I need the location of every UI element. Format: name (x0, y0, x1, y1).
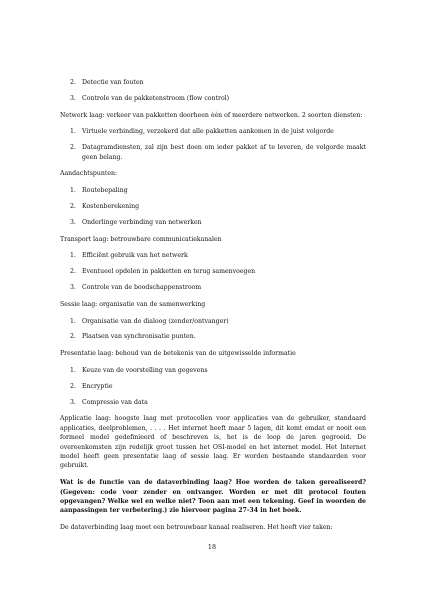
list-item (60, 366, 366, 375)
aandachtspunten-paragraph: Aandachtspunten: (60, 170, 118, 178)
list-item-number: 3. (70, 218, 76, 226)
list-item (60, 186, 366, 195)
list-item (60, 78, 366, 87)
list-item (60, 382, 366, 391)
list-netwerk (60, 127, 366, 162)
list-item-number: 3. (70, 94, 76, 102)
list-item-number: 2. (70, 268, 76, 276)
list-item (60, 283, 366, 292)
list-item-text: Efficiënt gebruik van het netwerk (82, 252, 188, 260)
list-item-number: 2. (70, 202, 76, 210)
list-item (60, 267, 366, 276)
presentatie-laag-paragraph: Presentatie laag: behoud van de betekenis van de uitgewisselde informatie (60, 350, 296, 358)
list-item (60, 251, 366, 260)
list-item (60, 202, 366, 211)
list-item-number: 2. (70, 333, 76, 341)
list-item (60, 94, 366, 103)
page-number: 18 (207, 543, 217, 551)
list-item-number: 1. (70, 187, 76, 195)
list-item-text: Eventueel opdelen in pakketten en terug samenvoegen (82, 268, 256, 276)
list-item-text: Virtuele verbinding, verzekerd dat alle pakketten aankomen in de juist volgorde (82, 128, 334, 136)
list-item-text: Kostenberekening (82, 202, 140, 210)
list-item-text: Organisatie van de dialoog (zender/ontvanger) (82, 317, 229, 325)
sessie-laag-paragraph: Sessie laag: organisatie van de samenwerking (60, 300, 206, 308)
list-item (60, 127, 366, 136)
list-item-number: 2. (70, 382, 76, 390)
list-item-number: 1. (70, 366, 76, 374)
list-item-text: Controle van de pakketenstroom (flow control) (82, 94, 230, 102)
list-top (60, 78, 366, 103)
list-item-number: 3. (70, 398, 76, 406)
list-item (60, 218, 366, 227)
list-item-number: 3. (70, 283, 76, 291)
applicatie-laag-paragraph: Applicatie laag: hoogste laag met protocollen voor applicaties van de gebruiker, standaard applicaties, deelproblemen, . . . . Het internet heeft maar 5 lagen, dit komt omdat er nooit een formeel model gedefinieerd of beschreven is, het is de loop de jaren gegroeid. De overeenkomsten zijn redelijk groot tussen het OSI-model en het internet model. Het Internet model heeft geen presentatie laag of sessie laag. Er worden bestaande standaarden voor gebruikt. (60, 415, 366, 470)
document-body (60, 78, 366, 540)
list-item-text: Keuze van de voorstelling van gegevens (82, 366, 208, 374)
list-transport (60, 251, 366, 292)
list-item (60, 332, 366, 341)
transport-laag-paragraph: Transport laag: betrouwbare communicatiekanalen (60, 235, 222, 243)
list-item-text: Datagramdiensten, zal zijn best doen om ieder pakket af te leveren, de volgorde maakt geen belang. (82, 144, 366, 161)
list-presentatie (60, 366, 366, 407)
list-item-number: 1. (70, 252, 76, 260)
list-item-text: Onderlinge verbinding van netwerken (82, 218, 202, 226)
list-item-number: 2. (70, 144, 76, 152)
list-item (60, 398, 366, 407)
list-item (60, 143, 366, 162)
list-item-number: 1. (70, 128, 76, 136)
list-item-text: Detectie van fouten (82, 79, 144, 86)
list-item-number: 1. (70, 317, 76, 325)
list-item-text: Compressie van data (82, 398, 148, 406)
list-item-text: Controle van de boodschappenstroom (82, 283, 202, 291)
dataverbinding-intro-paragraph: De dataverbinding laag moet een betrouwbaar kanaal realiseren. Het heeft vier taken: (60, 524, 333, 532)
list-aandacht (60, 186, 366, 227)
list-item-text: Encryptie (82, 382, 113, 390)
list-sessie (60, 317, 366, 342)
vraag-datalink-paragraph: Wat is de functie van de dataverbinding laag? Hoe worden de taken gerealiseerd? (Gegeven: code voor zender en ontvanger. Worden er met dit protocol fouten opgevangen? Welke wel en welke niet? Toon aan met een tekening. Geef in woorden de aanpassingen ter verbetering.) zie hiervoor pagina 27-34 in het boek. (60, 479, 366, 515)
netwerk-laag-paragraph: Netwerk laag: verkeer van pakketten doorheen één of meerdere netwerken. 2 soorten diensten: (60, 111, 363, 119)
list-item (60, 317, 366, 326)
list-item-text: Plaatsen van synchronisatie punten. (82, 333, 196, 341)
list-item-text: Routebepaling (82, 187, 128, 195)
list-item-number: 2. (70, 79, 76, 86)
